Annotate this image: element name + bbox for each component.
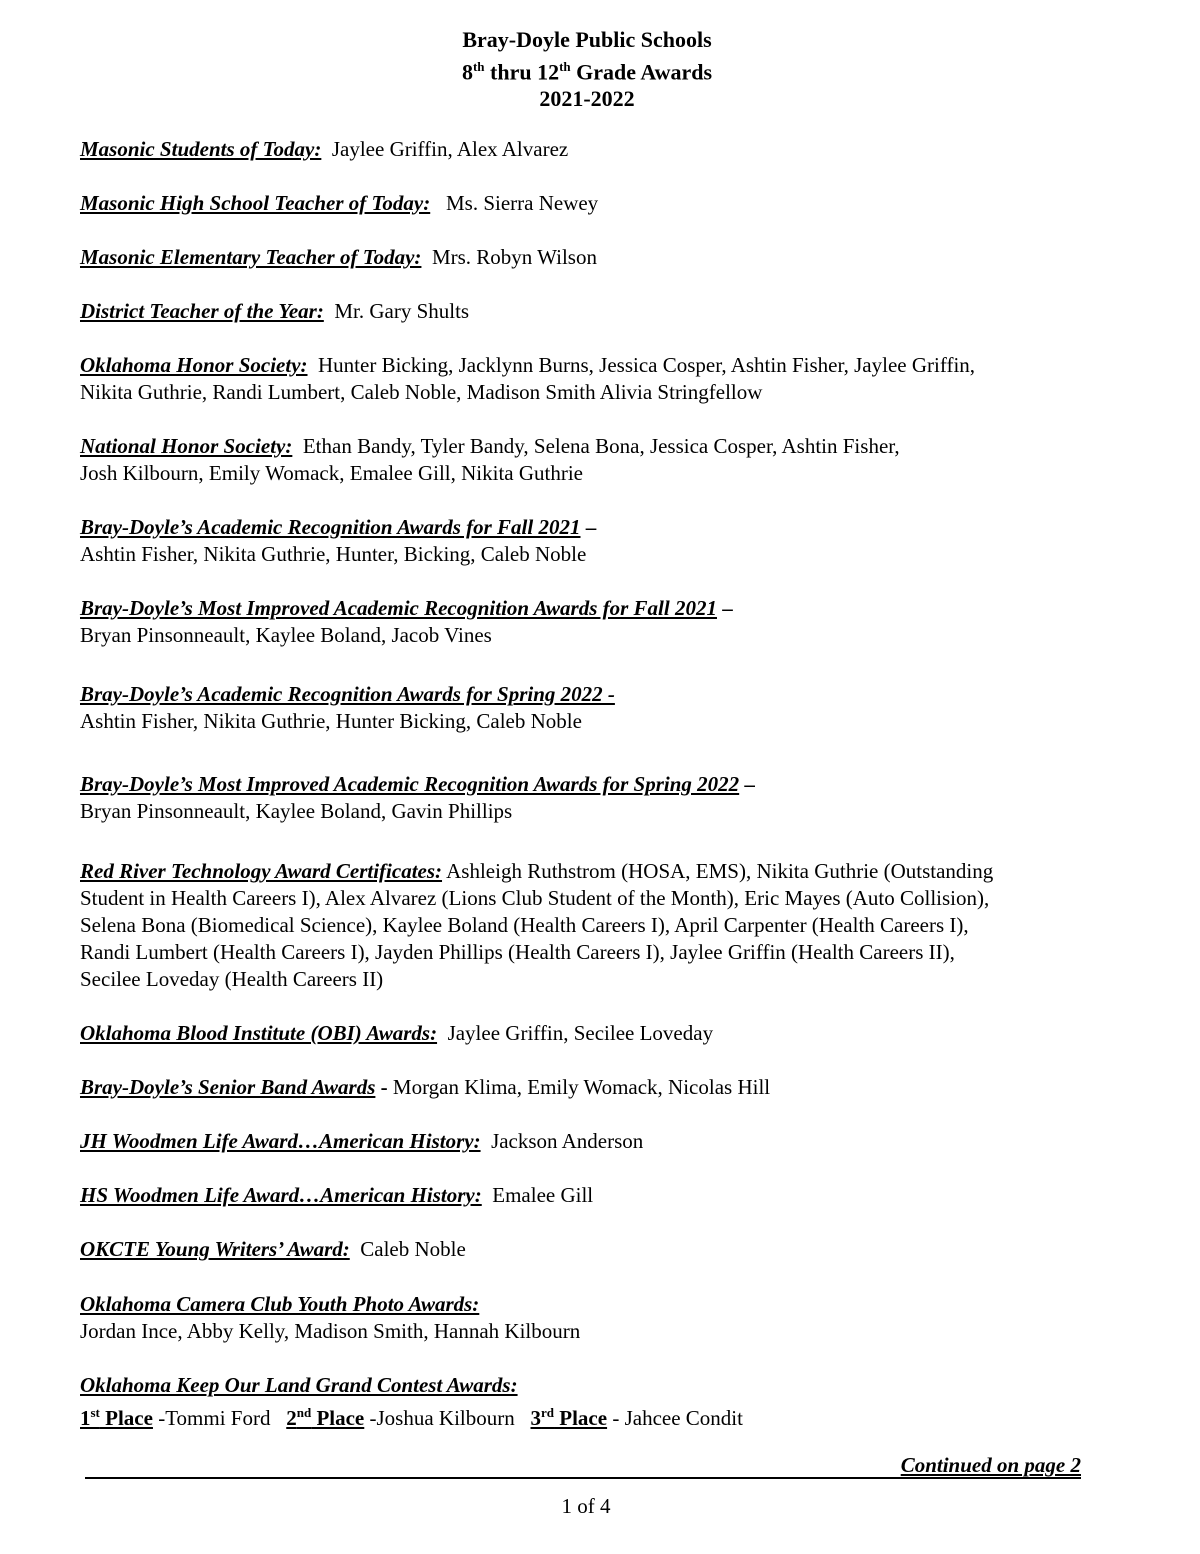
section-title: District Teacher of the Year:: [80, 299, 324, 323]
section-recipients: Emalee Gill: [492, 1183, 594, 1207]
section-masonic-elem-teacher: [80, 244, 1120, 271]
third-place-label: [531, 1406, 608, 1430]
section-title: Bray-Doyle’s Most Improved Academic Recognition Awards for Spring 2022: [80, 772, 740, 796]
section-title: Bray-Doyle’s Most Improved Academic Recognition Awards for Fall 2021: [80, 596, 717, 620]
section-masonic-students: [80, 136, 1120, 163]
section-ok-honor-society: [80, 352, 1120, 406]
section-recipients-line: Selena Bona (Biomedical Science), Kaylee Boland (Health Careers I), April Carpenter (Health Careers I),: [80, 913, 969, 937]
section-title: JH Woodmen Life Award…American History:: [80, 1129, 481, 1153]
place-suffix: nd: [296, 1405, 312, 1420]
grade-thru: thru 12: [484, 59, 560, 85]
section-title: Oklahoma Honor Society:: [80, 353, 308, 377]
section-masonic-hs-teacher: [80, 190, 1120, 217]
section-recipients: Jackson Anderson: [491, 1129, 644, 1153]
section-recipients-cont: Josh Kilbourn, Emily Womack, Emalee Gill, Nikita Guthrie: [80, 461, 584, 485]
section-recipients: Ashleigh Ruthstrom (HOSA, EMS), Nikita Guthrie (Outstanding: [446, 859, 994, 883]
section-title: Masonic Elementary Teacher of Today:: [80, 245, 422, 269]
section-recipients: Morgan Klima, Emily Womack, Nicolas Hill: [392, 1075, 771, 1099]
grade-start-suffix: th: [472, 59, 485, 74]
section-red-river: [80, 858, 1120, 993]
first-place-winner: -Tommi Ford: [152, 1406, 287, 1430]
second-place-winner: -Joshua Kilbourn: [364, 1406, 531, 1430]
section-recipients-cont: Nikita Guthrie, Randi Lumbert, Caleb Noble, Madison Smith Alivia Stringfellow: [80, 380, 763, 404]
section-recipients: Bryan Pinsonneault, Kaylee Boland, Jacob Vines: [80, 623, 492, 647]
section-separator: -: [380, 1075, 388, 1099]
section-recipients: Jordan Ince, Abby Kelly, Madison Smith, Hannah Kilbourn: [80, 1319, 581, 1343]
school-year: 2021-2022: [539, 86, 635, 112]
section-separator: –: [722, 596, 733, 620]
place-word: Place: [99, 1406, 153, 1430]
section-improved-fall: [80, 595, 1120, 649]
section-recipients: Mr. Gary Shults: [334, 299, 470, 323]
section-separator: –: [585, 515, 597, 539]
section-recipients: Ethan Bandy, Tyler Bandy, Selena Bona, Jessica Cosper, Ashtin Fisher,: [302, 434, 900, 458]
section-recipients: Bryan Pinsonneault, Kaylee Boland, Gavin Phillips: [80, 799, 513, 823]
section-recipients: Jaylee Griffin, Alex Alvarez: [331, 137, 569, 161]
section-academic-fall: [80, 514, 1120, 568]
place-number: 1: [80, 1406, 91, 1430]
place-word: Place: [311, 1406, 365, 1430]
section-okcte: [80, 1236, 1120, 1263]
awards-title: [0, 53, 1174, 85]
third-place-winner: - Jahcee Condit: [607, 1406, 743, 1430]
section-recipients: Ashtin Fisher, Nikita Guthrie, Hunter, Bicking, Caleb Noble: [80, 542, 587, 566]
section-title: Oklahoma Keep Our Land Grand Contest Awards:: [80, 1373, 518, 1397]
place-number: 3: [530, 1406, 542, 1430]
section-improved-spring: [80, 771, 1120, 825]
section-title: Bray-Doyle’s Senior Band Awards: [80, 1075, 376, 1099]
grade-end-suffix: th: [559, 59, 571, 74]
section-separator: –: [744, 772, 755, 796]
section-title: Bray-Doyle’s Academic Recognition Awards for Fall 2021: [80, 515, 581, 539]
document-header: [0, 26, 1174, 112]
section-academic-spring: [80, 681, 1120, 735]
section-title: Masonic High School Teacher of Today:: [80, 191, 431, 215]
section-title: HS Woodmen Life Award…American History:: [80, 1183, 482, 1207]
grade-awards-label: Grade Awards: [570, 59, 713, 85]
section-recipients: Hunter Bicking, Jacklynn Burns, Jessica Cosper, Ashtin Fisher, Jaylee Griffin,: [318, 353, 976, 377]
section-recipients: Ashtin Fisher, Nikita Guthrie, Hunter Bicking, Caleb Noble: [80, 709, 582, 733]
place-number: 2: [286, 1406, 297, 1430]
section-keep-our-land: [80, 1372, 1120, 1432]
place-suffix: rd: [541, 1405, 555, 1420]
school-name: Bray-Doyle Public Schools: [462, 27, 712, 52]
first-place-label: [80, 1406, 153, 1430]
section-title: OKCTE Young Writers’ Award:: [80, 1237, 350, 1261]
section-title: National Honor Society:: [80, 434, 293, 458]
section-obi: [80, 1020, 1120, 1047]
footer-divider: [85, 1477, 1081, 1479]
section-recipients-line: Student in Health Careers I), Alex Alvarez (Lions Club Student of the Month), Eric Mayes (Auto Collision),: [80, 886, 990, 910]
place-suffix: st: [90, 1405, 100, 1420]
section-title: Oklahoma Camera Club Youth Photo Awards:: [80, 1292, 480, 1316]
section-title: Masonic Students of Today:: [80, 137, 322, 161]
section-hs-woodmen: [80, 1182, 1120, 1209]
section-district-teacher: [80, 298, 1120, 325]
continued-note: Continued on page 2: [900, 1453, 1081, 1477]
page-number: 1 of 4: [561, 1494, 611, 1518]
section-recipients: Caleb Noble: [360, 1237, 466, 1261]
section-recipients: Ms. Sierra Newey: [445, 191, 599, 215]
grade-start: 8: [461, 59, 473, 85]
section-jh-woodmen: [80, 1128, 1120, 1155]
section-recipients-line: Randi Lumbert (Health Careers I), Jayden Phillips (Health Careers I), Jaylee Griffin (Health Careers II),: [80, 940, 955, 964]
section-recipients: Mrs. Robyn Wilson: [431, 245, 597, 269]
section-national-honor-society: [80, 433, 1120, 487]
place-list: [80, 1399, 1120, 1432]
section-title: Bray-Doyle’s Academic Recognition Awards for Spring 2022 -: [80, 682, 615, 706]
second-place-label: [286, 1406, 364, 1430]
section-title: Oklahoma Blood Institute (OBI) Awards:: [80, 1021, 438, 1045]
section-title: Red River Technology Award Certificates:: [80, 859, 443, 883]
section-recipients-line: Secilee Loveday (Health Careers II): [80, 967, 384, 991]
section-senior-band: [80, 1074, 1120, 1101]
place-word: Place: [554, 1406, 608, 1430]
section-recipients: Jaylee Griffin, Secilee Loveday: [447, 1021, 714, 1045]
section-camera-club: [80, 1291, 1120, 1345]
